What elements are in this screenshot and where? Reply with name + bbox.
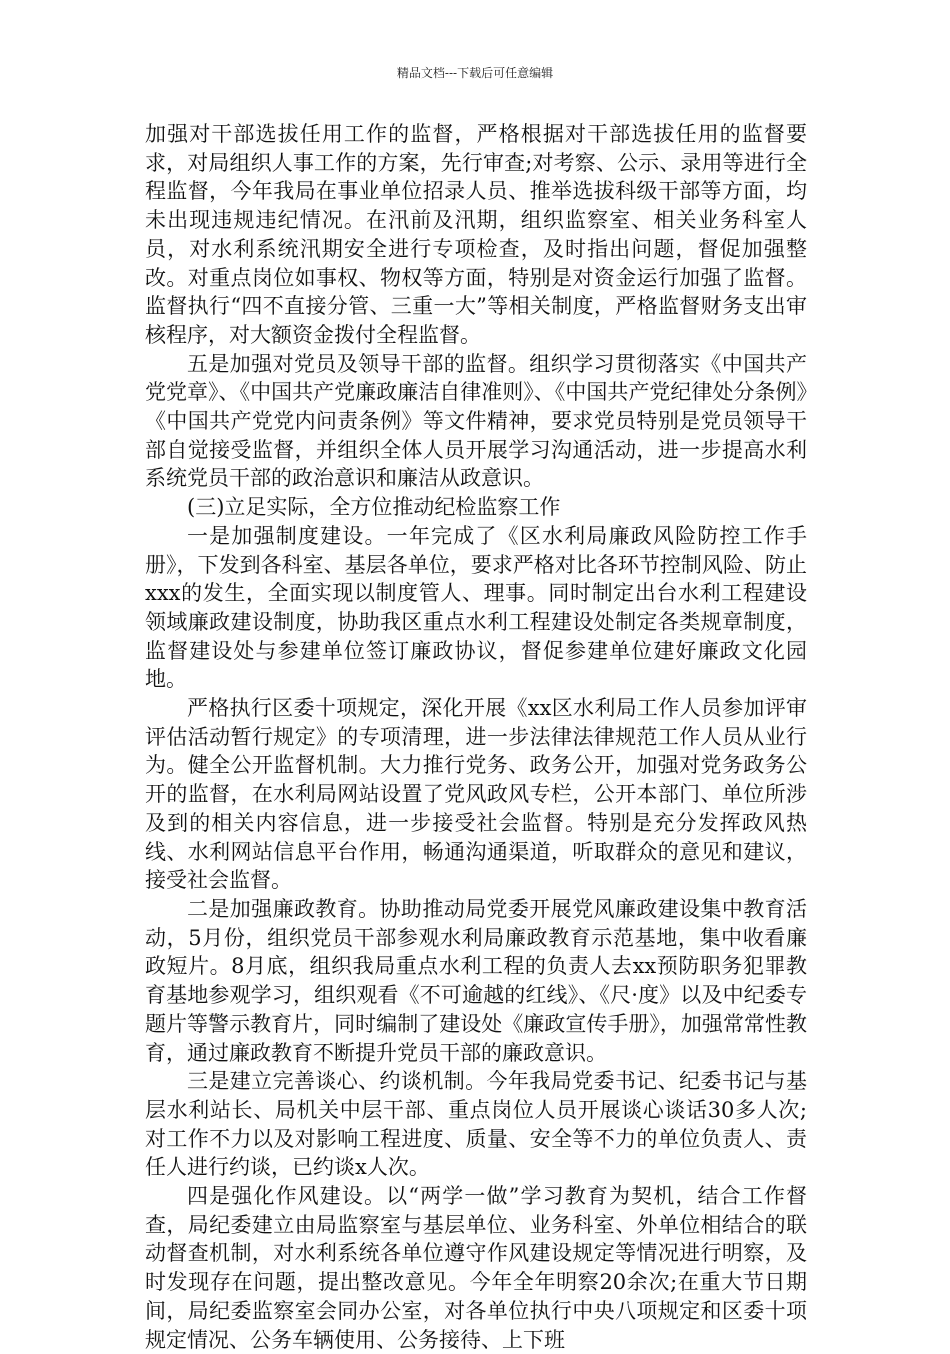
section-heading: (三)立足实际，全方位推动纪检监察工作 bbox=[187, 495, 561, 520]
paragraph-6: 三是建立完善谈心、约谈机制。今年我局党委书记、纪委书记与基层水利站长、局机关中层干部、重点岗位人员开展谈心谈话30多人次;对工作不力以及对影响工程进度、质量、安全等不力的单位负责人、责任人进行约谈，已约谈x人次。 bbox=[145, 1069, 807, 1180]
document-body bbox=[145, 120, 807, 1354]
paragraph-4: 严格执行区委十项规定，深化开展《xx区水利局工作人员参加评审评估活动暂行规定》的专项清理，进一步法律法律规范工作人员从业行为。健全公开监督机制。大力推行党务、政务公开，加强对党务政务公开的监督，在水利局网站设置了党风政风专栏，公开本部门、单位所涉及到的相关内容信息，进一步接受社会监督。特别是充分发挥政风热线、水利网站信息平台作用，畅通沟通渠道，听取群众的意见和建议，接受社会监督。 bbox=[145, 696, 807, 893]
paragraph-7: 四是强化作风建设。以“两学一做”学习教育为契机，结合工作督查，局纪委建立由局监察室与基层单位、业务科室、外单位相结合的联动督查机制，对水利系统各单位遵守作风建设规定等情况进行明察，及时发现存在问题，提出整改意见。今年全年明察20余次;在重大节日期间，局纪委监察室会同办公室，对各单位执行中央八项规定和区委十项规定情况、公务车辆使用、公务接待、上下班 bbox=[145, 1184, 807, 1352]
paragraph-3: 一是加强制度建设。一年完成了《区水利局廉政风险防控工作手册》，下发到各科室、基层各单位，要求严格对比各环节控制风险、防止xxx的发生，全面实现以制度管人、理事。同时制定出台水利工程建设领域廉政建设制度，协助我区重点水利工程建设处制定各类规章制度，监督建设处与参建单位签订廉政协议，督促参建单位建好廉政文化园地。 bbox=[145, 523, 807, 692]
paragraph-1: 加强对干部选拔任用工作的监督，严格根据对干部选拔任用的监督要求，对局组织人事工作的方案，先行审查;对考察、公示、录用等进行全程监督，今年我局在事业单位招录人员、推举选拔科级干部等方面，均未出现违规违纪情况。在汛前及汛期，组织监察室、相关业务科室人员，对水利系统汛期安全进行专项检查，及时指出问题，督促加强整改。对重点岗位如事权、物权等方面，特别是对资金运行加强了监督。监督执行“四不直接分管、三重一大”等相关制度，严格监督财务支出审核程序，对大额资金拨付全程监督。 bbox=[145, 122, 807, 347]
paragraph-5: 二是加强廉政教育。协助推动局党委开展党风廉政建设集中教育活动，5月份，组织党员干部参观水利局廉政教育示范基地，集中收看廉政短片。8月底，组织我局重点水利工程的负责人去xx预防职务犯罪教育基地参观学习，组织观看《不可逾越的红线》、《尺·度》以及中纪委专题片等警示教育片，同时编制了建设处《廉政宣传手册》，加强常常性教育，通过廉政教育不断提升党员干部的廉政意识。 bbox=[145, 896, 807, 1065]
paragraph-2: 五是加强对党员及领导干部的监督。组织学习贯彻落实《中国共产党党章》、《中国共产党廉政廉洁自律准则》、《中国共产党纪律处分条例》《中国共产党党内问责条例》等文件精神，要求党员特别是党员领导干部自觉接受监督，并组织全体人员开展学习沟通活动，进一步提高水利系统党员干部的政治意识和廉洁从政意识。 bbox=[145, 351, 807, 491]
page-header: 精品文档---下载后可任意编辑 bbox=[396, 66, 554, 80]
